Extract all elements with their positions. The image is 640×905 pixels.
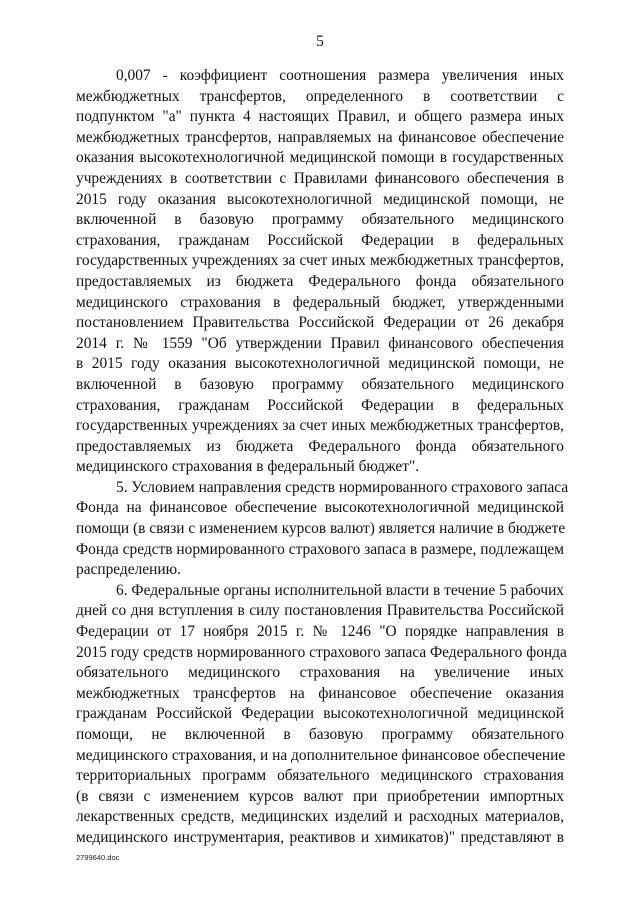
text-line: гражданам Российской Федерации высокотехнологичной медицинской <box>76 705 564 723</box>
text-line: обязательного медицинского страхования на увеличение иных <box>76 664 564 682</box>
text-line: межбюджетных трансфертов на финансовое обеспечение оказания <box>76 684 564 702</box>
text-line: помощи (в связи с изменением курсов валют) является наличие в бюджете <box>76 520 566 538</box>
text-line: предоставляемых из бюджета Федерального фонда обязательного <box>76 437 564 455</box>
text-line: в 2015 году оказания высокотехнологичной медицинской помощи, не <box>76 355 564 373</box>
footer-filename: 2799640.doc <box>76 853 120 862</box>
text-line: медицинского страхования в федеральный бюджет". <box>76 458 420 476</box>
text-line: подпунктом "а" пункта 4 настоящих Правил, и общего размера иных <box>76 108 564 126</box>
text-line: 2014 г. № 1559 "Об утверждении Правил финансового обеспечения <box>76 334 564 352</box>
text-line: оказания высокотехнологичной медицинской помощи в государственных <box>76 149 564 167</box>
text-line: 2015 году средств нормированного страхового запаса Федерального фонда <box>76 643 567 661</box>
text-line: (в связи с изменением курсов валют при приобретении импортных <box>76 787 564 805</box>
text-line: межбюджетных трансфертов, направляемых на финансовое обеспечение <box>76 128 564 146</box>
text-line: лекарственных средств, медицинских изделий и расходных материалов, <box>76 808 564 826</box>
text-line: 5. Условием направления средств нормированного страхового запаса <box>116 478 569 496</box>
text-line: государственных учреждениях за счет иных межбюджетных трансфертов, <box>76 417 564 435</box>
text-line: территориальных программ обязательного медицинского страхования <box>76 767 564 785</box>
text-line: 0,007 - коэффициент соотношения размера увеличения иных <box>116 67 564 84</box>
text-line: Фонда средств нормированного страхового запаса в размере, подлежащем <box>76 540 564 558</box>
text-line: Фонда на финансовое обеспечение высокотехнологичной медицинской <box>76 499 564 517</box>
text-line: государственных учреждениях за счет иных межбюджетных трансфертов, <box>76 252 564 270</box>
text-line: 6. Федеральные органы исполнительной власти в течение 5 рабочих <box>116 581 564 599</box>
text-line: распределению. <box>76 561 181 579</box>
paragraph-coefficient <box>76 66 564 478</box>
document-body <box>76 66 569 849</box>
text-line: включенной в базовую программу обязательного медицинского <box>76 375 564 393</box>
text-line: дней со дня вступления в силу постановления Правительства Российской <box>76 602 564 620</box>
text-line: Федерации от 17 ноября 2015 г. № 1246 "О порядке направления в <box>76 623 564 641</box>
text-line: помощи, не включенной в базовую программу обязательного <box>76 726 564 743</box>
text-line: предоставляемых из бюджета Федерального фонда обязательного <box>76 272 564 290</box>
text-line: постановлением Правительства Российской Федерации от 26 декабря <box>76 314 564 332</box>
text-line: страхования, гражданам Российской Федерации в федеральных <box>76 396 564 414</box>
text-line: учреждениях в соответствии с Правилами финансового обеспечения в <box>76 169 564 187</box>
paragraph-item-5 <box>76 478 569 581</box>
text-line: медицинского страхования, и на дополнительное финансовое обеспечение <box>76 746 566 764</box>
text-line: включенной в базовую программу обязательного медицинского <box>76 211 564 229</box>
text-line: страхования, гражданам Российской Федерации в федеральных <box>76 231 564 249</box>
text-line: 2015 году оказания высокотехнологичной медицинской помощи, не <box>76 190 564 208</box>
text-line: медицинского страхования в федеральный бюджет, утвержденными <box>76 293 564 311</box>
text-line: медицинского инструментария, реактивов и химикатов)" представляют в <box>76 828 564 846</box>
page-number: 5 <box>316 33 324 50</box>
text-line: межбюджетных трансфертов, определенного в соответствии с <box>76 87 564 105</box>
paragraph-item-6 <box>76 581 567 849</box>
